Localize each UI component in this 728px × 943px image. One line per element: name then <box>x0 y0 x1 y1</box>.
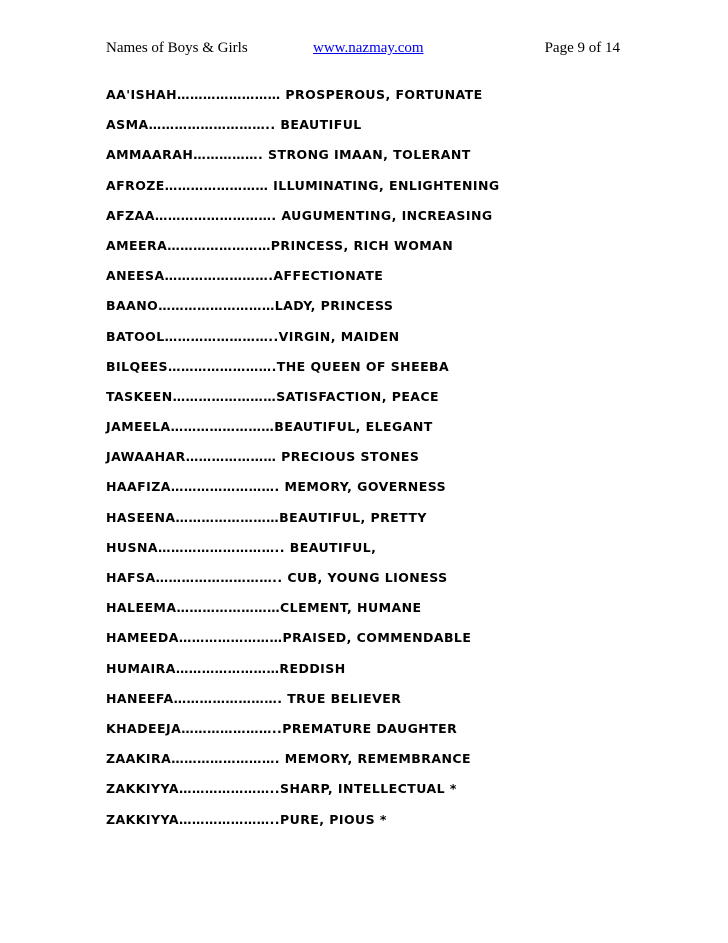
name-entry: HAMEEDA……………………PRAISED, COMMENDABLE <box>106 630 472 646</box>
name-entry: BAANO………………………LADY, PRINCESS <box>106 298 394 314</box>
name-entry: ASMA……………………….. BEAUTIFUL <box>106 117 362 133</box>
name-entry: KHADEEJA…………………..PREMATURE DAUGHTER <box>106 720 458 736</box>
name-entry: HUSNA……………………….. BEAUTIFUL, <box>106 539 377 555</box>
name-entry: ZAKKIYYA…………………..SHARP, INTELLECTUAL * <box>106 781 457 797</box>
header-title: Names of Boys & Girls <box>106 40 248 56</box>
name-entry: HAFSA……………………….. CUB, YOUNG LIONESS <box>106 570 448 585</box>
name-entry: HANEEFA……………………. TRUE BELIEVER <box>106 690 402 706</box>
name-entry: AFROZE…………………… ILLUMINATING, ENLIGHTENING <box>106 177 500 193</box>
name-entry: HUMAIRA……………………REDDISH <box>106 660 346 676</box>
page-number: Page 9 of 14 <box>544 40 620 56</box>
name-entry: TASKEEN……………………SATISFACTION, PEACE <box>106 388 440 404</box>
page-header <box>106 40 620 62</box>
name-entry: HAAFIZA……………………. MEMORY, GOVERNESS <box>106 479 447 495</box>
website-link[interactable]: www.nazmay.com <box>313 40 424 56</box>
name-entry: ZAAKIRA……………………. MEMORY, REMEMBRANCE <box>106 751 471 767</box>
name-entry: AMMAARAH……………. STRONG IMAAN, TOLERANT <box>106 147 471 163</box>
name-entry: AFZAA………………………. AUGUMENTING, INCREASING <box>106 207 493 223</box>
name-entry: AMEERA……………………PRINCESS, RICH WOMAN <box>106 237 454 253</box>
name-entry: BATOOL……………………..VIRGIN, MAIDEN <box>106 328 400 344</box>
names-list <box>106 86 626 841</box>
name-entry: AA'ISHAH…………………… PROSPEROUS, FORTUNATE <box>106 87 483 102</box>
name-entry: ANEESA…………………….AFFECTIONATE <box>106 268 384 284</box>
name-entry: BILQEES…………………….THE QUEEN OF SHEEBA <box>106 358 450 374</box>
name-entry: HASEENA……………………BEAUTIFUL, PRETTY <box>106 509 427 525</box>
name-entry: ZAKKIYYA…………………..PURE, PIOUS * <box>106 811 387 827</box>
name-entry: JAMEELA……………………BEAUTIFUL, ELEGANT <box>106 419 433 435</box>
name-entry: HALEEMA……………………CLEMENT, HUMANE <box>106 600 422 616</box>
name-entry: JAWAAHAR………………… PRECIOUS STONES <box>106 449 420 465</box>
